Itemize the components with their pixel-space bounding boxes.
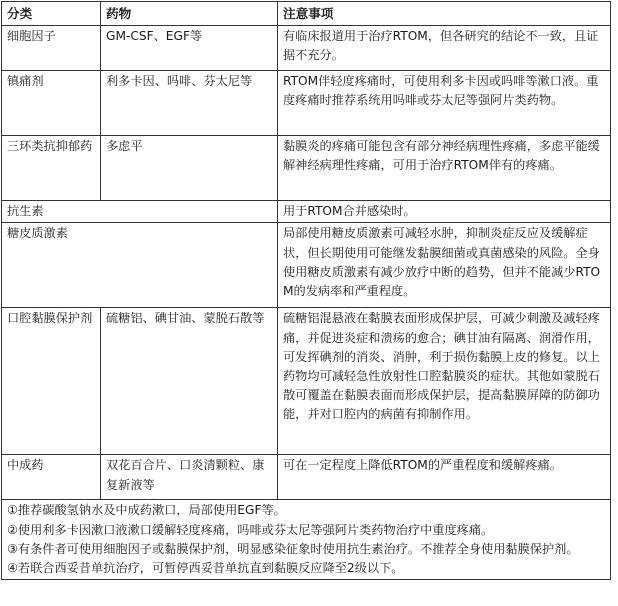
footnote-2: ②使用利多卡因漱口液漱口缓解轻度疼痛，吗啡或芬太尼等强阿片类药物治疗中重度疼痛。 (7, 522, 494, 537)
table-row (2, 455, 611, 500)
header-notes: 注意事项 (278, 2, 611, 26)
table-row (2, 136, 611, 201)
header-row (2, 2, 611, 26)
footnotes-row (2, 500, 611, 580)
drug-cell: 多虑平 (101, 136, 278, 201)
notes-cell: 用于RTOM合并感染时。 (278, 201, 611, 223)
table-row (2, 308, 611, 455)
notes-cell: 黏膜炎的疼痛可能包含有部分神经病理性疼痛，多虑平能缓解神经病理性疼痛，可用于治疗RTOM伴有的疼痛。 (278, 136, 611, 201)
category-cell: 抗生素 (2, 201, 278, 223)
category-cell: 中成药 (2, 455, 101, 500)
notes-cell: 硫糖铝混悬液在黏膜表面形成保护层，可减少刺激及减轻疼痛，并促进炎症和溃疡的愈合；碘甘油有隔离、润滑作用，可发挥碘剂的消炎、消肿，利于损伤黏膜上皮的修复。以上药物均可减轻急性放射性口腔黏膜炎的症状。其他如蒙脱石散可覆盖在黏膜表面而形成保护层，提高黏膜屏障的防御功能，并对口腔内的病菌有抑制作用。 (278, 308, 611, 455)
category-cell: 三环类抗抑郁药 (2, 136, 101, 201)
footnote-1: ①推荐碳酸氢钠水及中成药漱口，局部使用EGF等。 (7, 503, 286, 518)
drug-cell: 硫糖铝、碘甘油、蒙脱石散等 (101, 308, 278, 455)
drug-table-container (1, 1, 611, 580)
header-drug: 药物 (101, 2, 278, 26)
footnotes-cell (2, 500, 611, 580)
category-cell: 细胞因子 (2, 26, 101, 71)
footnote-4: ④若联合西妥昔单抗治疗，可暂停西妥昔单抗直到黏膜反应降至2级以下。 (7, 561, 404, 576)
notes-cell: 局部使用糖皮质激素可减轻水肿，抑制炎症反应及缓解症状，但长期使用可能继发黏膜细菌或真菌感染的风险。全身使用糖皮质激素有减少放疗中断的趋势，但并不能减少RTOM的发病率和严重程度。 (278, 223, 611, 308)
drug-cell: 双花百合片、口炎清颗粒、康复新液等 (101, 455, 278, 500)
table-row (2, 26, 611, 71)
category-cell: 糖皮质激素 (2, 223, 278, 308)
footnote-3: ③有条件者可使用细胞因子或黏膜保护剂，明显感染征象时使用抗生素治疗。不推荐全身使用黏膜保护剂。 (7, 541, 579, 556)
header-category: 分类 (2, 2, 101, 26)
category-cell: 镇痛剂 (2, 71, 101, 136)
drug-cell: 利多卡因、吗啡、芬太尼等 (101, 71, 278, 136)
drug-precautions-table (1, 1, 611, 580)
notes-cell: 有临床报道用于治疗RTOM，但各研究的结论不一致，且证据不充分。 (278, 26, 611, 71)
notes-cell: RTOM伴轻度疼痛时，可使用利多卡因或吗啡等漱口液。重度疼痛时推荐系统用吗啡或芬太尼等强阿片类药物。 (278, 71, 611, 136)
table-row (2, 201, 611, 223)
drug-cell: GM-CSF、EGF等 (101, 26, 278, 71)
category-cell: 口腔黏膜保护剂 (2, 308, 101, 455)
table-row (2, 71, 611, 136)
notes-cell: 可在一定程度上降低RTOM的严重程度和缓解疼痛。 (278, 455, 611, 500)
table-row (2, 223, 611, 308)
